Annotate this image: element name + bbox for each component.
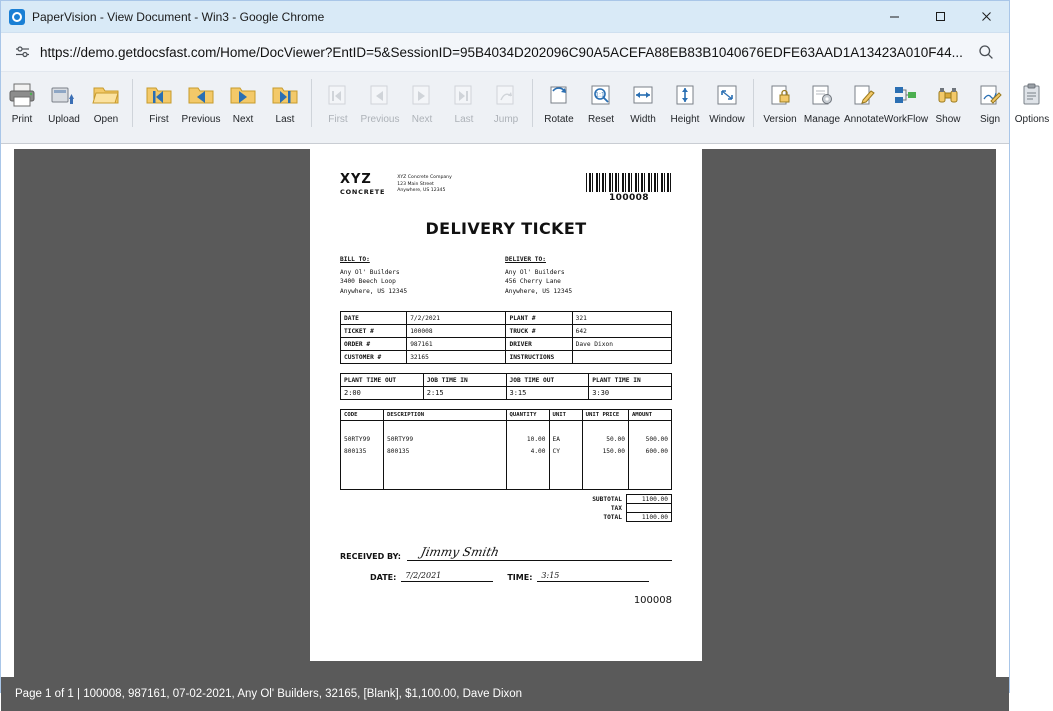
table-row [592,504,671,513]
table-row [341,387,672,400]
bill-to-label: BILL TO: [340,256,370,263]
status-text: Page 1 of 1 | 100008, 987161, 07-02-2021, Any Ol' Builders, 32165, [Blank], $1,100.00, Dave Dixon [15,688,523,700]
totals-block [340,494,672,522]
info-table [340,311,672,364]
line-items-table [340,409,672,490]
toolbar-group-page-nav [317,75,527,137]
reset-button[interactable] [580,75,622,125]
next-page-icon [406,79,438,111]
manage-label: Manage [803,114,841,125]
title-bar [1,1,1009,33]
upload-button[interactable] [43,75,85,125]
print-button[interactable] [1,75,43,125]
time-value-job-out: 3:15 [506,387,589,400]
papervision-icon [9,9,25,25]
cell-amount: 500.00 [628,433,671,445]
cell-quantity [506,457,549,490]
time-header-job-out: JOB TIME OUT [506,374,589,387]
open-button[interactable] [85,75,127,125]
time-label: TIME: [507,573,533,582]
next-document-label: Next [232,114,254,125]
first-page-icon [322,79,354,111]
last-document-button[interactable] [264,75,306,125]
last-document-label: Last [275,114,295,125]
previous-folder-icon [185,79,217,111]
cell-quantity: 10.00 [506,433,549,445]
col-unit: UNIT [549,410,582,421]
cell-description [384,457,506,490]
toolbar-group-file [1,75,127,137]
company-name: XYZ Concrete Company [397,175,452,180]
jump-page-label: Jump [493,114,519,125]
deliver-to-line-3: Anywhere, US 12345 [505,287,573,295]
width-label: Width [630,114,656,125]
annotate-pencil-icon [848,79,880,111]
bill-to-line-1: Any Ol' Builders [340,268,400,276]
reset-zoom-icon [585,79,617,111]
app-toolbar [1,72,1050,144]
date-value: 7/2/2021 [405,571,442,580]
last-page-icon [448,79,480,111]
version-label: Version [763,114,797,125]
info-key-plant: PLANT # [506,312,572,325]
cell-quantity: 4.00 [506,445,549,457]
window-controls [871,1,1009,32]
height-button[interactable] [664,75,706,125]
time-header-plant-in: PLANT TIME IN [589,374,672,387]
url-text: https://demo.getdocsfast.com/Home/DocViewer?EntID=5&SessionID=95B4034D202096C90A5ACEFA88EB83B1040676EDFE63AAD1A13423A010F44... [40,44,963,60]
document-footer-number: 100008 [633,595,672,606]
time-value-job-in: 2:15 [423,387,506,400]
version-button[interactable] [759,75,801,125]
options-label: Options [1014,114,1050,125]
subtotal-value: 1100.00 [627,495,672,504]
previous-document-label: Previous [181,114,221,125]
upload-label: Upload [48,114,80,125]
first-page-button [317,75,359,125]
time-value-plant-in: 3:30 [589,387,672,400]
cell-unit-price: 150.00 [582,445,628,457]
bill-to-line-3: Anywhere, US 12345 [340,287,408,295]
sign-icon [974,79,1006,111]
logo-xyz-text: XYZ [340,172,372,187]
table-row [341,338,672,351]
status-bar [1,677,1009,711]
total-label: TOTAL [603,513,622,521]
first-document-button[interactable] [138,75,180,125]
toolbar-separator [532,79,533,127]
cell-unit-price [582,421,628,434]
window-title: PaperVision - View Document - Win3 - Google Chrome [32,9,325,24]
company-address [397,175,452,195]
cell-amount [628,457,671,490]
show-button[interactable] [927,75,969,125]
options-clipboard-icon [1016,79,1048,111]
address-bar [1,33,1009,72]
cell-description: 800135 [384,445,506,457]
barcode-number: 100008 [609,193,649,203]
manage-icon [806,79,838,111]
subtotal-label: SUBTOTAL [592,495,622,503]
cell-code: 800135 [341,445,384,457]
next-document-button[interactable] [222,75,264,125]
toolbar-group-view [538,75,748,137]
cell-description [384,421,506,434]
time-value: 3:15 [541,571,560,580]
info-key-date: DATE [341,312,407,325]
deliver-to-block [505,255,670,296]
svg-text:1:1: 1:1 [595,91,605,99]
barcode-icon [586,173,672,192]
table-row [341,374,672,387]
info-key-instructions: INSTRUCTIONS [506,351,572,364]
time-line [537,569,649,582]
info-value-order: 987161 [407,338,506,351]
document-viewer[interactable] [1,144,1009,677]
height-label: Height [670,114,700,125]
close-button[interactable] [963,1,1009,32]
table-row [341,351,672,364]
info-value-driver: Dave Dixon [572,338,671,351]
table-row [592,495,671,504]
info-key-ticket: TICKET # [341,325,407,338]
col-description: DESCRIPTION [384,410,506,421]
fit-window-icon [711,79,743,111]
sign-button[interactable] [969,75,1011,125]
next-page-button [401,75,443,125]
tax-value [627,504,672,513]
minimize-button[interactable] [871,1,917,32]
info-value-truck: 642 [572,325,671,338]
col-code: CODE [341,410,384,421]
table-row [592,513,671,522]
delivery-ticket [340,173,672,651]
date-line [401,569,493,582]
search-icon[interactable] [971,37,1001,67]
cell-unit: EA [549,433,582,445]
totals-table [592,494,672,522]
jump-page-icon [490,79,522,111]
info-value-customer: 32165 [407,351,506,364]
last-page-label: Last [454,114,474,125]
info-value-plant: 321 [572,312,671,325]
reset-label: Reset [587,114,615,125]
info-key-driver: DRIVER [506,338,572,351]
bill-to-block [340,255,505,296]
next-folder-icon [227,79,259,111]
window-label: Window [709,114,745,125]
company-street: 123 Main Street [397,181,434,187]
first-document-label: First [149,114,169,125]
workflow-icon [890,79,922,111]
cell-code: 50RTY99 [341,433,384,445]
date-label: DATE: [370,573,397,582]
previous-document-button[interactable] [180,75,222,125]
table-row [341,445,672,457]
window-button[interactable] [706,75,748,125]
sign-label: Sign [979,114,1000,125]
cell-unit: CY [549,445,582,457]
next-page-label: Next [411,114,433,125]
previous-page-button [359,75,401,125]
options-button[interactable] [1011,75,1053,125]
last-folder-icon [269,79,301,111]
company-logo [340,173,452,196]
time-value-plant-out: 2:00 [341,387,424,400]
info-value-date: 7/2/2021 [407,312,506,325]
info-key-customer: CUSTOMER # [341,351,407,364]
toolbar-separator [753,79,754,127]
table-row [341,325,672,338]
show-binoculars-icon [932,79,964,111]
version-lock-icon [764,79,796,111]
show-label: Show [935,114,961,125]
table-row [341,433,672,445]
rotate-button[interactable] [538,75,580,125]
jump-page-button [485,75,527,125]
time-header-plant-out: PLANT TIME OUT [341,374,424,387]
fit-width-icon [627,79,659,111]
barcode-block [586,173,672,203]
deliver-to-line-1: Any Ol' Builders [505,268,565,276]
cell-unit-price [582,457,628,490]
info-value-instructions [572,351,671,364]
table-row [341,457,672,490]
addresses-row [340,255,672,296]
upload-icon [48,79,80,111]
tax-label: TAX [610,504,622,512]
cell-unit-price: 50.00 [582,433,628,445]
info-key-truck: TRUCK # [506,325,572,338]
total-value: 1100.00 [627,513,672,522]
signature-line [407,544,672,561]
cell-code [341,457,384,490]
fit-height-icon [669,79,701,111]
table-row [341,421,672,434]
workflow-label: WorkFlow [883,114,929,125]
printer-icon [6,79,38,111]
cell-unit [549,421,582,434]
toolbar-group-tools [759,75,1053,137]
annotate-label: Annotate [843,114,885,125]
col-quantity: QUANTITY [506,410,549,421]
table-row [341,312,672,325]
viewer-canvas[interactable] [14,149,996,677]
received-by-row [340,544,672,561]
toolbar-separator [311,79,312,127]
first-folder-icon [143,79,175,111]
received-by-label: RECEIVED BY: [340,552,401,561]
toolbar-group-document-nav [138,75,306,137]
cell-amount [628,421,671,434]
document-header [340,173,672,203]
width-button[interactable] [622,75,664,125]
print-label: Print [11,114,33,125]
info-key-order: ORDER # [341,338,407,351]
first-page-label: First [328,114,348,125]
info-value-ticket: 100008 [407,325,506,338]
cell-quantity [506,421,549,434]
toolbar-separator [132,79,133,127]
previous-page-icon [364,79,396,111]
deliver-to-line-2: 456 Cherry Lane [505,278,561,285]
site-settings-icon[interactable] [8,38,36,66]
cell-unit [549,457,582,490]
date-time-row [340,569,672,582]
rotate-icon [543,79,575,111]
signature-text: Jimmy Smith [419,545,501,559]
url-bar[interactable] [40,39,971,65]
time-header-job-in: JOB TIME IN [423,374,506,387]
document-page[interactable] [310,149,702,661]
rotate-label: Rotate [544,114,574,125]
table-header-row [341,410,672,421]
maximize-button[interactable] [917,1,963,32]
cell-description: 50RTY99 [384,433,506,445]
previous-page-label: Previous [360,114,400,125]
company-city: Anywhere, US 12345 [397,188,446,193]
manage-button[interactable] [801,75,843,125]
annotate-button[interactable] [843,75,885,125]
document-title: DELIVERY TICKET [425,219,587,238]
col-unit-price: UNIT PRICE [582,410,628,421]
logo-concrete-text: CONCRETE [340,188,386,196]
col-amount: AMOUNT [628,410,671,421]
deliver-to-label: DELIVER TO: [505,256,546,263]
bill-to-line-2: 3400 Beech Loop [340,278,396,285]
cell-code [341,421,384,434]
last-page-button [443,75,485,125]
time-table [340,373,672,400]
open-label: Open [93,114,119,125]
workflow-button[interactable] [885,75,927,125]
cell-amount: 600.00 [628,445,671,457]
folder-open-icon [90,79,122,111]
